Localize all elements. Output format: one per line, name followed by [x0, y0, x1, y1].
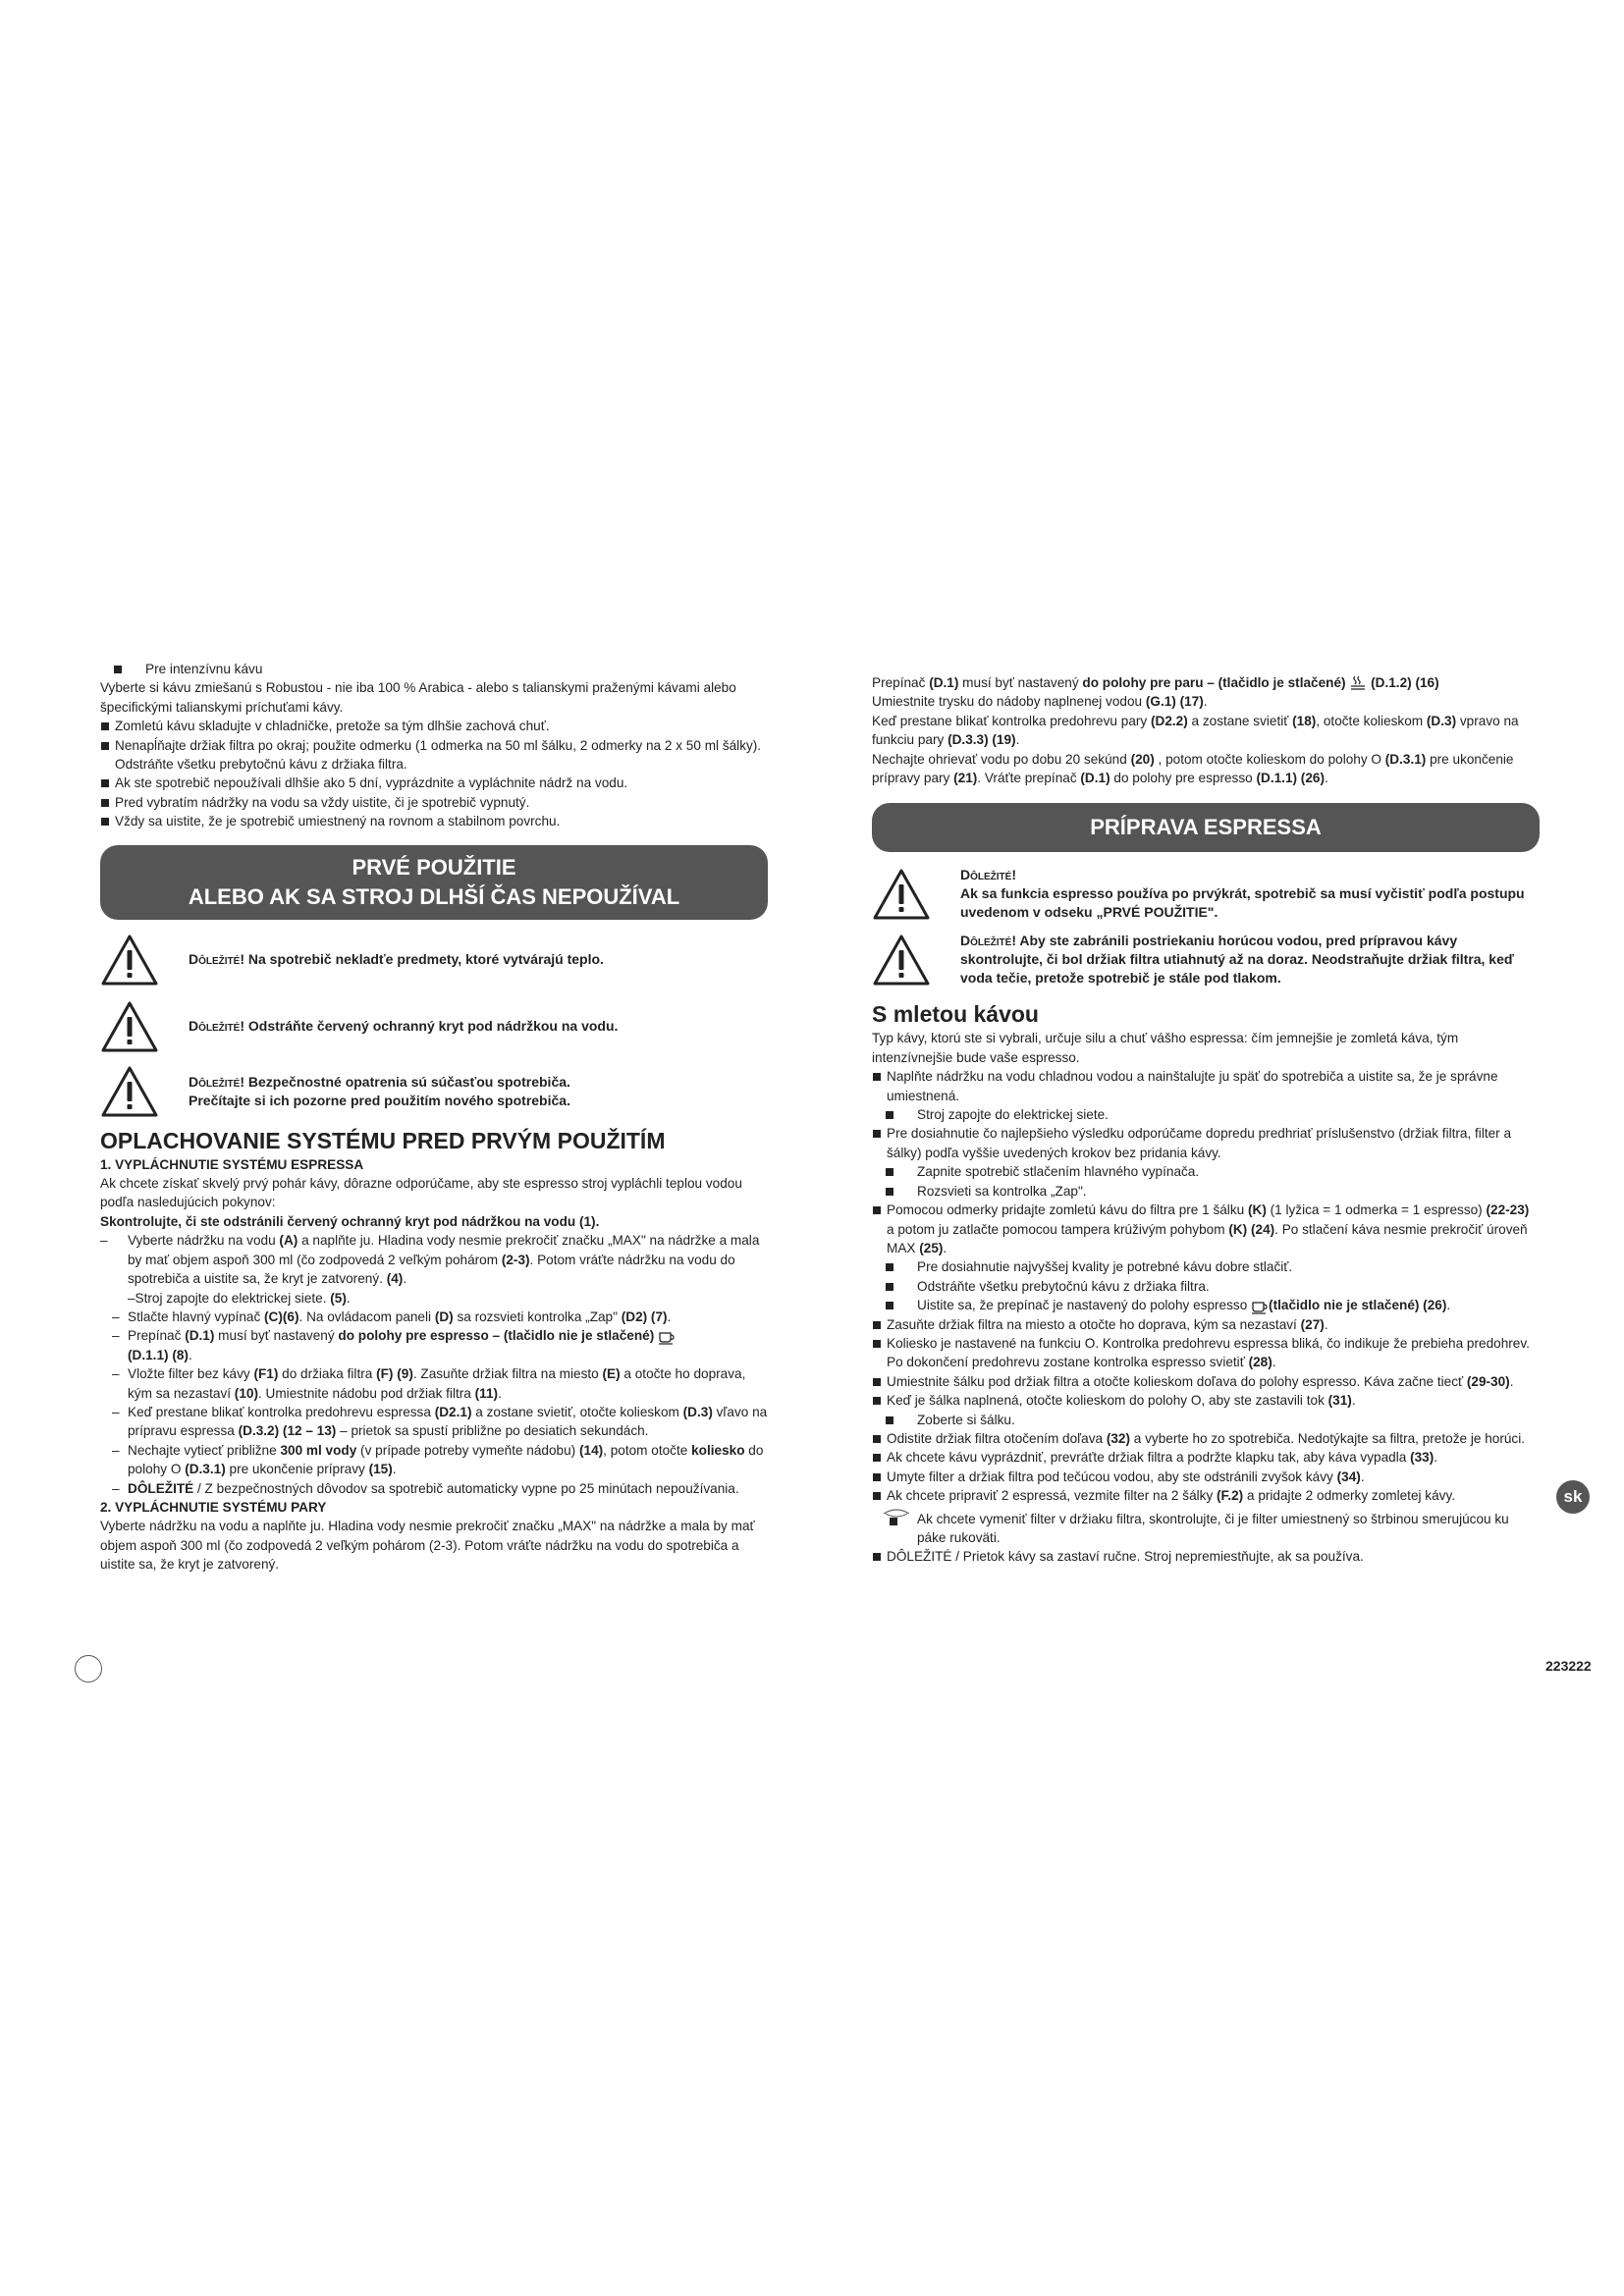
- item-switch-on: Zapnite spotrebič stlačením hlavného vypínača.: [872, 1162, 1540, 1181]
- rinse-steam-text: Vyberte nádržku na vodu a naplňte ju. Hladina vody nesmie prekročiť značku „MAX" na nádržke a mala by mať objem aspoň 300 ml (čo zodpovedá 2 veľkým pohárom (2-3). Potom vráťte nádržku na vodu do spotrebiča a uistite sa, že kryt je zatvorený.: [100, 1519, 755, 1573]
- rinse-section-title: OPLACHOVANIE SYSTÉMU PRED PRVÝM POUŽITÍM: [100, 1127, 666, 1153]
- right-column: [872, 673, 1540, 1567]
- warning-text: Aby ste zabránili postriekaniu horúcou vodou, pred prípravou kávy skontrolujte, či bol držiak filtra utiahnutý až na doraz. Neodstraňujte držiak filtra, keď voda tečie, pretože spotrebič je stále pod tlakom.: [960, 933, 1514, 987]
- item-take-cup: Zoberte si šálku.: [872, 1411, 1540, 1429]
- warning-icon: [100, 1065, 159, 1118]
- steam-heat-text: Nechajte ohrievať vodu po dobu 20 sekúnd (20) , potom otočte kolieskom do polohy O (D.3.1) pre ukončenie prípravy pary (21). Vráťte prepínač (D.1) do polohy pre espresso (D.1.1) (26).: [872, 751, 1514, 786]
- bullet-stable-surface: Vždy sa uistite, že je spotrebič umiestnený na rovnom a stabilnom povrchu.: [100, 812, 768, 830]
- item-stop-flow: Keď je šálka naplnená, otočte kolieskom do polohy O, aby ste zastavili tok (31).: [872, 1391, 1540, 1410]
- ground-coffee-title: S mletou kávou: [872, 1001, 1039, 1028]
- item-remove-excess: Odstráňte všetku prebytočnú kávu z držiaka filtra.: [872, 1277, 1540, 1296]
- warning-icon: [872, 934, 931, 987]
- warning-text: Na spotrebič nekladťe predmety, ktoré vytvárajú teplo.: [244, 951, 604, 968]
- warning-icon: [100, 934, 159, 987]
- step-main-switch: – Stlačte hlavný vypínač (C)(6). Na ovládacom paneli (D) sa rozsvieti kontrolka „Zap" (D2) (7).: [112, 1308, 672, 1324]
- item-tamp-well: Pre dosiahnutie najvyššej kvality je potrebné kávu dobre stlačiť.: [872, 1257, 1540, 1276]
- first-use-banner-line1: PRVÉ POUŽITIE: [352, 854, 516, 880]
- step-insert-filter: – Vložte filter bez kávy (F1) do držiaka filtra (F) (9). Zasuňte držiak filtra na miesto (E) a otočte ho doprava, kým sa nezastaví (10). Umiestnite nádobu pod držiak filtra (11).: [112, 1366, 746, 1401]
- step-selector-espresso: – Prepínač (D.1) musí byť nastavený do polohy pre espresso – (tlačidlo nie je stlačené) (D.1.1) (8).: [100, 1326, 768, 1364]
- warning-heat-objects: [100, 934, 768, 987]
- steam-selector-text: Prepínač (D.1) musí byť nastavený do polohy pre paru – (tlačidlo je stlačené) (D.1.2) (16): [872, 675, 1439, 690]
- item-important-flow: DÔLEŽITÉ / Prietok kávy sa zastaví ručne. Stroj nepremiestňujte, ak sa používa.: [872, 1547, 1540, 1566]
- bullet-filter-fill: Nenapĺňajte držiak filtra po okraj; použite odmerku (1 odmerka na 50 ml šálku, 2 odmerky na 2 x 50 ml šálky). Odstráňte všetku prebytočnú kávu z držiaka filtra.: [100, 736, 768, 774]
- language-badge: sk: [1556, 1480, 1590, 1514]
- warning-label: Dôležité!: [189, 951, 244, 968]
- item-remove-holder: Odistite držiak filtra otočením doľava (32) a vyberte ho zo spotrebiča. Nedotýkajte sa filtra, pretože je horúci.: [872, 1429, 1540, 1448]
- step-plug-in: –Stroj zapojte do elektrickej siete. (5).: [128, 1290, 351, 1306]
- ground-coffee-intro: Typ kávy, ktorú ste si vybrali, určuje silu a chuť vášho espressa: čím jemnejšie je zomletá káva, tým intenzívnejšie bude vaše espresso.: [872, 1031, 1459, 1065]
- bullet-store-fridge: Zomletú kávu skladujte v chladničke, pretože sa tým dlhšie zachová chuť.: [100, 717, 768, 735]
- step-auto-off: – DÔLEŽITÉ / Z bezpečnostných dôvodov sa spotrebič automaticky vypne po 25 minútach nepoužívania.: [112, 1480, 739, 1496]
- item-change-filter: Ak chcete vymeniť filter v držiaku filtra, skontrolujte, či je filter umiestnený so štrbinou smerujúcou ku páke rukoväti.: [872, 1510, 1540, 1548]
- warning-hot-water: [872, 932, 1540, 988]
- warning-icon: [100, 1000, 159, 1053]
- espresso-cup-icon: [658, 1329, 676, 1345]
- first-use-banner: [100, 845, 768, 920]
- espresso-cup-icon: [1251, 1299, 1269, 1314]
- espresso-prep-banner: PRÍPRAVA ESPRESSA: [872, 803, 1540, 852]
- intensive-coffee-label: Pre intenzívnu kávu: [145, 662, 263, 676]
- rinse-intro: Ak chcete získať skvelý prvý pohár kávy, dôrazne odporúčame, aby ste espresso stroj vypláchli teplou vodou podľa nasledujúcich pokynov:: [100, 1176, 742, 1210]
- item-light-on: Rozsvieti sa kontrolka „Zap".: [872, 1182, 1540, 1201]
- item-add-coffee: Pomocou odmerky pridajte zomletú kávu do filtra pre 1 šálku (K) (1 lyžica = 1 odmerka = 1 espresso) (22-23) a potom ju zatlačte pomocou tampera krúživým pohybom (K) (24). Po stlačení káva nesmie prekročiť úroveň MAX (25).: [872, 1201, 1540, 1257]
- item-insert-holder: Zasuňte držiak filtra na miesto a otočte ho doprava, kým sa nezastaví (27).: [872, 1315, 1540, 1334]
- warning-label: Dôležité!: [189, 1073, 244, 1090]
- step-run-water: – Nechajte vytiecť približne 300 ml vody (v prípade potreby vymeňte nádobu) (14), potom otočte koliesko do polohy O (D.3.1) pre ukončenie prípravy (15).: [112, 1442, 764, 1477]
- filter-holder-icon: [880, 1504, 913, 1527]
- item-place-cup: Umiestnite šálku pod držiak filtra a otočte kolieskom doľava do polohy espresso. Káva začne tiecť (29-30).: [872, 1372, 1540, 1391]
- item-preheat-light: Koliesko je nastavené na funkciu O. Kontrolka predohrevu espressa bliká, čo indikuje že prebieha predohrev. Po dokončení predohrevu zostane kontrolka espresso svietiť (28).: [872, 1334, 1540, 1372]
- rinse-espresso-subtitle: 1. VYPLÁCHNUTIE SYSTÉMU ESPRESSA: [100, 1156, 364, 1172]
- steam-icon: [1349, 675, 1367, 691]
- left-column: [100, 660, 768, 1575]
- choose-coffee-text: Vyberte si kávu zmiešanú s Robustou - nie iba 100 % Arabica - alebo s talianskymi praženými kávami alebo špecifickými talianskymi príchuťami kávy.: [100, 680, 736, 715]
- warning-text: Ak sa funkcia espresso používa po prvýkrát, spotrebič sa musí vyčistiť podľa postupu uvedenom v odseku „PRVÉ POUŽITIE".: [960, 885, 1525, 921]
- warning-text: Bezpečnostné opatrenia sú súčasťou spotrebiča.: [244, 1073, 570, 1090]
- first-use-banner-line2: ALEBO AK SA STROJ DLHŠÍ ČAS NEPOUŽÍVAL: [188, 883, 680, 909]
- warning-first-use: [872, 866, 1540, 922]
- warning-text: Odstráňte červený ochranný kryt pod nádržkou na vodu.: [244, 1018, 619, 1035]
- page-marker-circle: [75, 1655, 102, 1682]
- step-fill-tank: – Vyberte nádržku na vodu (A) a naplňte ju. Hladina vody nesmie prekročiť značku „MAX" na nádržke a mala by mať objem aspoň 300 ml (čo zodpovedá 2 veľkým pohárom (2-3). Potom vráťte nádržku na vodu do spotrebiča a uistite sa, že kryt je zatvorený. (4).: [100, 1233, 760, 1287]
- steam-preheat-text: Keď prestane blikať kontrolka predohrevu pary (D2.2) a zostane svietiť (18), otočte kolieskom (D.3) vpravo na funkciu pary (D.3.3) (19).: [872, 713, 1519, 748]
- warning-label: Dôležité!: [960, 867, 1016, 883]
- item-plug-in: Stroj zapojte do elektrickej siete.: [872, 1105, 1540, 1124]
- item-two-espressos: Ak chcete pripraviť 2 espressá, vezmite filter na 2 šálky (F.2) a pridajte 2 odmerky zomletej kávy.: [872, 1486, 1540, 1505]
- warning-safety: [100, 1065, 768, 1118]
- rinse-steam-subtitle: 2. VYPLÁCHNUTIE SYSTÉMU PARY: [100, 1499, 327, 1515]
- warning-label: Dôležité!: [960, 933, 1016, 949]
- rinse-check: Skontrolujte, či ste odstránili červený ochranný kryt pod nádržkou na vodu (1).: [100, 1213, 600, 1229]
- bullet-unused-5-days: Ak ste spotrebič nepoužívali dlhšie ako 5 dní, vyprázdnite a vypláchnite nádrž na vodu.: [100, 774, 768, 792]
- bullet-switch-off: Pred vybratím nádržky na vodu sa vždy uistite, či je spotrebič vypnutý.: [100, 793, 768, 812]
- warning-red-cover: [100, 1000, 768, 1053]
- step-preheat-espresso: – Keď prestane blikať kontrolka predohrevu espressa (D2.1) a zostane svietiť, otočte kolieskom (D.3) vľavo na prípravu espressa (D.3.2) (12 – 13) – prietok sa spustí približne po desiatich sekundách.: [112, 1404, 768, 1439]
- item-empty-coffee: Ak chcete kávu vyprázdniť, prevráťte držiak filtra a podržte klapku tak, aby káva vypadla (33).: [872, 1448, 1540, 1467]
- warning-label: Dôležité!: [189, 1018, 244, 1035]
- warning-text-2: Prečítajte si ich pozorne pred použitím nového spotrebiča.: [189, 1092, 570, 1108]
- item-preheat-accessories: Pre dosiahnutie čo najlepšieho výsledku odporúčame dopredu predhriať príslušenstvo (držiak filtra, filter a šálky) podľa vyššie uvedených krokov bez pridania kávy.: [872, 1124, 1540, 1162]
- intensive-coffee-item: [100, 660, 768, 678]
- steam-nozzle-text: Umiestnite trysku do nádoby naplnenej vodou (G.1) (17).: [872, 694, 1208, 710]
- page-numbers: 223222: [1545, 1658, 1592, 1674]
- warning-icon: [872, 868, 931, 921]
- item-selector-check: Uistite sa, že prepínač je nastavený do polohy espresso (tlačidlo nie je stlačené) (26).: [872, 1296, 1540, 1314]
- item-fill-tank: Naplňte nádržku na vodu chladnou vodou a nainštalujte ju späť do spotrebiča a uistite sa, že je správne umiestnená.: [872, 1067, 1540, 1105]
- item-wash-filter: Umyte filter a držiak filtra pod tečúcou vodou, aby ste odstránili zvyšok kávy (34).: [872, 1468, 1540, 1486]
